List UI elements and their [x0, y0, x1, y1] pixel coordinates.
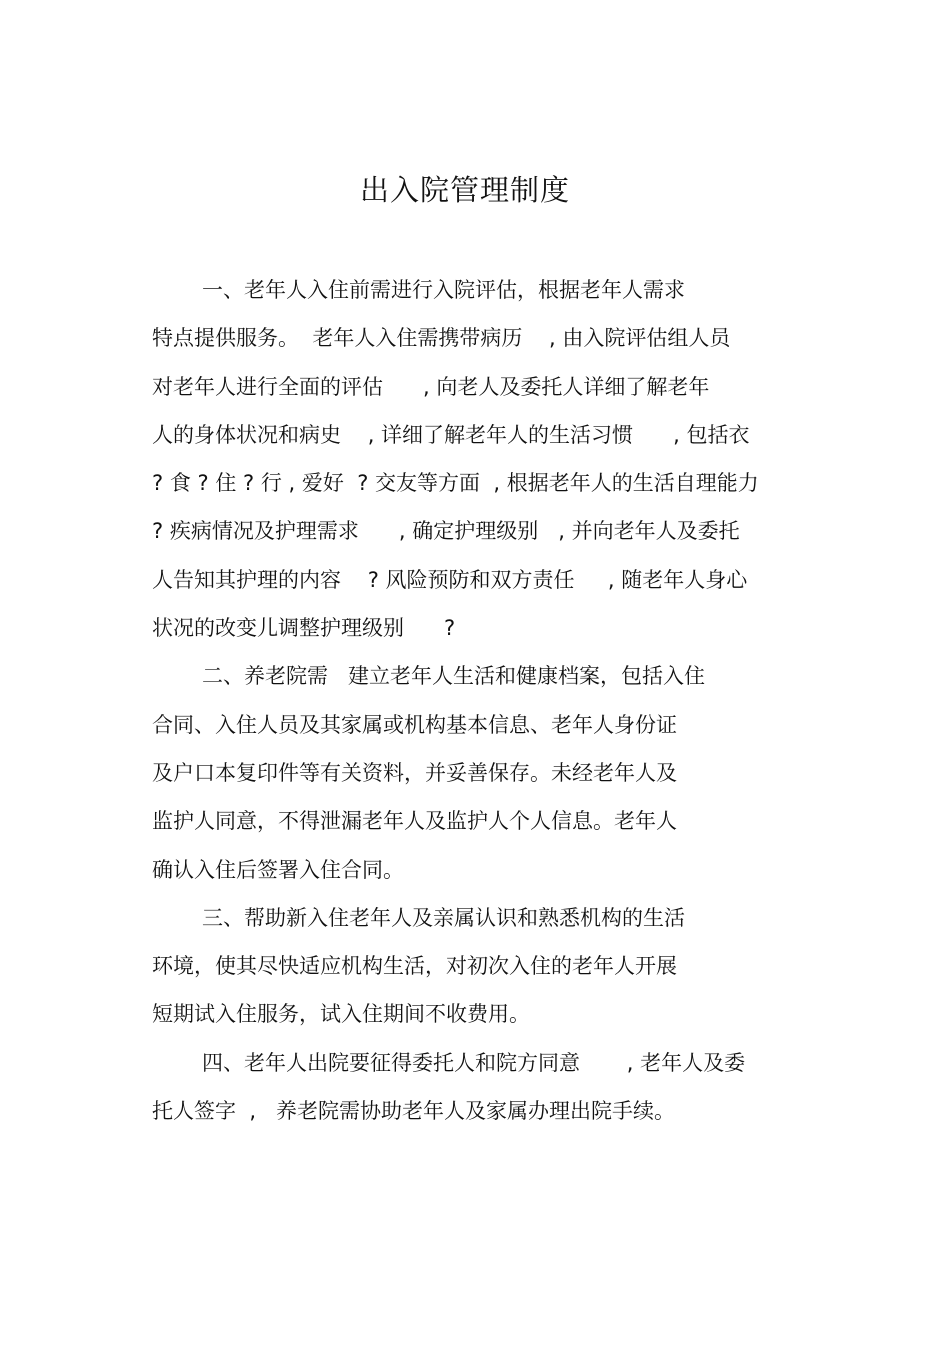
paragraph-2-line: 合同、入住人员及其家属或机构基本信息、老年人身份证 [152, 712, 677, 737]
paragraph-1-line: 状况的改变儿调整护理级别 ? [152, 616, 456, 641]
paragraph-1-line: 对老年人进行全面的评估 , 向老人及委托人详细了解老年 [152, 374, 710, 399]
paragraph-1-line: 人告知其护理的内容 ? 风险预防和双方责任 , 随老年人身心 [152, 567, 748, 592]
paragraph-1-line: ? 疾病情况及护理需求 , 确定护理级别 , 并向老年人及委托 [152, 519, 740, 544]
paragraph-1-line: ? 食 ? 住 ? 行 , 爱好 ? 交友等方面 , 根据老年人的生活自理能力 [152, 471, 759, 496]
paragraph-4-line: 四、老年人出院要征得委托人和院方同意 , 老年人及委 [202, 1050, 746, 1075]
paragraph-2-line: 监护人同意，不得泄漏老年人及监护人个人信息。老年人 [152, 809, 677, 834]
document-title: 出入院管理制度 [359, 173, 570, 207]
paragraph-2-line: 及户口本复印件等有关资料，并妥善保存。未经老年人及 [152, 760, 677, 785]
paragraph-2-line: 二、养老院需 建立老年人生活和健康档案，包括入住 [202, 664, 706, 689]
paragraph-3-line: 短期试入住服务，试入住期间不收费用。 [152, 1002, 530, 1027]
paragraph-1-line: 人的身体状况和病史 , 详细了解老年人的生活习惯 , 包括衣 [152, 422, 750, 447]
paragraph-3-line: 三、帮助新入住老年人及亲属认识和熟悉机构的生活 [202, 905, 685, 930]
paragraph-1-line: 一、老年人入住前需进行入院评估，根据老年人需求 [202, 278, 685, 302]
paragraph-4-line: 托人签字 , 养老院需协助老年人及家属办理出院手续。 [152, 1099, 676, 1124]
paragraph-2-line: 确认入住后签署入住合同。 [152, 857, 404, 882]
document-body [152, 266, 852, 1135]
paragraph-1-line: 特点提供服务。 老年人入住需携带病历 , 由入院评估组人员 [152, 326, 731, 351]
paragraph-3-line: 环境，使其尽快适应机构生活，对初次入住的老年人开展 [152, 954, 677, 979]
